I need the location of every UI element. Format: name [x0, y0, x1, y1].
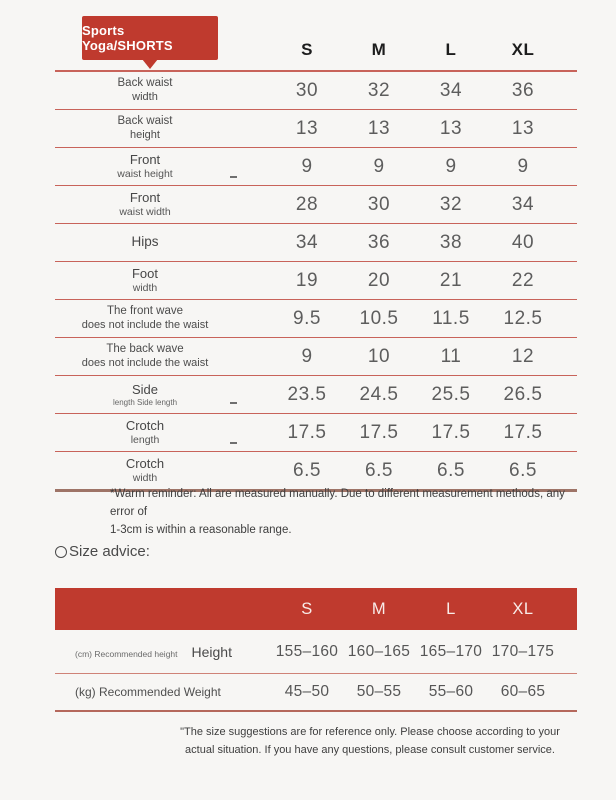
row-label: Side length Side length	[55, 382, 271, 407]
column-header-xl: XL	[511, 40, 535, 59]
cell-value: 11	[440, 345, 462, 367]
cell-value: 32	[439, 193, 463, 215]
cell-value: 60–65	[500, 683, 546, 700]
cell-value: 9	[301, 345, 313, 367]
badge-label: Sports Yoga/SHORTS	[82, 23, 173, 53]
cell-value: 50–55	[356, 683, 402, 700]
column-header-m: M	[371, 40, 387, 59]
circle-icon	[55, 546, 67, 558]
cell-value: 17.5	[287, 421, 327, 443]
cell-value: 6.5	[437, 459, 465, 481]
cell-value: 13	[367, 117, 391, 139]
row-label: Front waist width	[119, 190, 171, 218]
cell-value: 19	[295, 269, 319, 291]
cell-value: 12.5	[503, 307, 543, 329]
cell-value: 6.5	[365, 459, 393, 481]
row-label: Front waist height	[55, 152, 271, 180]
measurement-table-body	[55, 72, 577, 492]
cell-value: 55–60	[428, 683, 474, 700]
table-row	[55, 338, 577, 376]
cell-value: 34	[439, 79, 463, 101]
table-row	[55, 72, 577, 110]
size-suggestion-line2: actual situation. If you have any questions, please consult customer service.	[185, 743, 555, 756]
table-row	[55, 452, 577, 489]
cell-value: 17.5	[359, 421, 399, 443]
advice-table-header	[55, 588, 577, 630]
cell-value: 13	[295, 117, 319, 139]
row-label	[55, 644, 271, 660]
measurement-table-header	[55, 30, 577, 72]
cell-value: 30	[295, 79, 319, 101]
advice-column-header-xl: XL	[512, 599, 534, 618]
warm-reminder-line1: *Warm reminder: All are measured manually. Due to different measurement methods, any error of	[110, 488, 565, 518]
size-advice-table	[55, 588, 577, 712]
cell-value: 170–175	[491, 642, 555, 660]
cell-value: 38	[439, 231, 463, 253]
cell-value: 160–165	[347, 642, 411, 660]
cell-value: 36	[511, 79, 535, 101]
cell-value: 155–160	[275, 642, 339, 660]
table-row	[55, 224, 577, 262]
underline-mark	[230, 442, 237, 444]
table-row	[55, 376, 577, 414]
cell-value: 17.5	[503, 421, 543, 443]
row-label: Back waist height	[117, 115, 173, 141]
cell-value: 32	[367, 79, 391, 101]
cell-value: 13	[511, 117, 535, 139]
recommended-height-row	[55, 630, 577, 674]
cell-value: 6.5	[509, 459, 537, 481]
table-row	[55, 262, 577, 300]
size-suggestion-note	[170, 724, 570, 759]
cell-value: 6.5	[293, 459, 321, 481]
cell-value: 10.5	[359, 307, 399, 329]
cell-value: 11.5	[432, 307, 470, 329]
cell-value: 10	[367, 345, 391, 367]
height-label: Height	[191, 643, 232, 660]
row-label: Crotch width	[125, 456, 165, 484]
cell-value: 20	[367, 269, 391, 291]
warm-reminder-note	[110, 486, 580, 539]
size-suggestion-line1: "The size suggestions are for reference only. Please choose according to your	[180, 726, 560, 738]
cell-value: 45–50	[284, 683, 330, 700]
cell-value: 22	[511, 269, 535, 291]
row-label: Back waist width	[117, 77, 173, 103]
warm-reminder-line2: 1-3cm is within a reasonable range.	[110, 523, 292, 536]
cell-value: 9	[373, 155, 385, 177]
table-row	[55, 110, 577, 148]
cell-value: 12	[511, 345, 535, 367]
underline-mark	[230, 402, 237, 404]
measurement-table	[55, 30, 577, 492]
row-label: The back wave does not include the waist	[81, 343, 209, 369]
cell-value: 9	[517, 155, 529, 177]
cell-value: 36	[367, 231, 391, 253]
column-header-l: L	[445, 40, 457, 59]
table-row	[55, 148, 577, 186]
cell-value: 9.5	[293, 307, 321, 329]
cell-value: 25.5	[431, 383, 471, 405]
cell-value: 24.5	[359, 383, 399, 405]
cell-value: 9	[301, 155, 313, 177]
row-label: Foot width	[131, 266, 158, 294]
recommended-weight-row	[55, 674, 577, 712]
advice-column-header-m: M	[371, 599, 387, 618]
advice-column-header-l: L	[446, 599, 456, 618]
cell-value: 21	[439, 269, 463, 291]
row-label: Hips	[131, 234, 159, 250]
row-label: Crotch length	[55, 418, 271, 446]
cell-value: 13	[439, 117, 463, 139]
cell-value: 17.5	[431, 421, 471, 443]
table-row	[55, 414, 577, 452]
cell-value: 26.5	[503, 383, 543, 405]
size-advice-heading-label: Size advice:	[69, 543, 150, 560]
advice-column-header-s: S	[301, 599, 313, 618]
cell-value: 28	[295, 193, 319, 215]
cell-value: 9	[445, 155, 457, 177]
column-header-s: S	[301, 40, 313, 59]
table-row	[55, 300, 577, 338]
cell-value: 23.5	[287, 383, 327, 405]
size-advice-heading	[55, 543, 150, 560]
cell-value: 30	[367, 193, 391, 215]
cell-value: 34	[295, 231, 319, 253]
cell-value: 165–170	[419, 642, 483, 660]
row-label: The front wave does not include the waist	[81, 305, 209, 331]
row-label	[55, 685, 271, 699]
table-row	[55, 186, 577, 224]
underline-mark	[230, 176, 237, 178]
weight-label: (kg) Recommended Weight	[75, 685, 221, 699]
cell-value: 34	[511, 193, 535, 215]
height-unit-label: (cm) Recommended height	[75, 648, 178, 659]
cell-value: 40	[511, 231, 535, 253]
